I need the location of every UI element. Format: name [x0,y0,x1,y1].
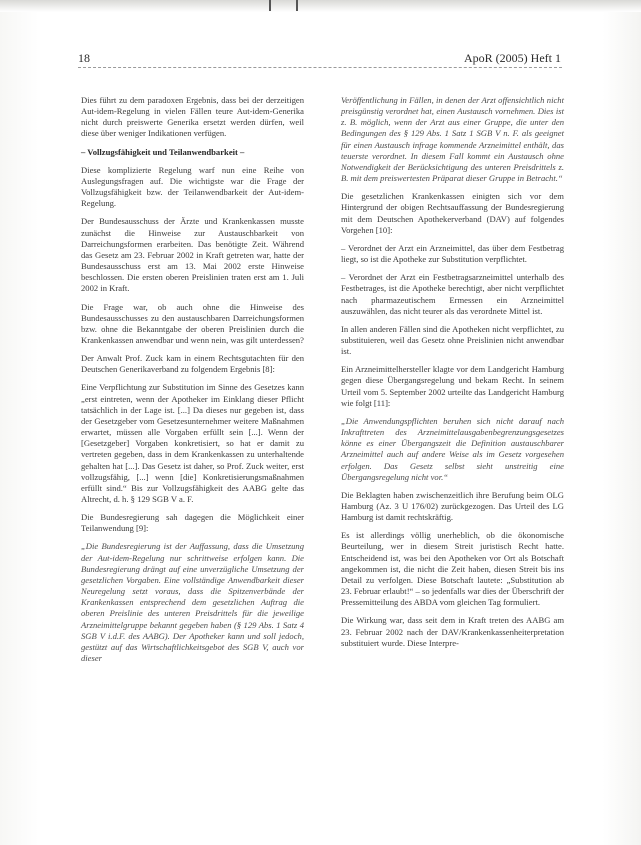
body-paragraph: In allen anderen Fällen sind die Apotheken nicht verpflichtet, zu substituieren, weil das Gesetz ohne Preislinien nicht anwendbar ist. [341,323,564,357]
quoted-paragraph: „Die Anwendungspflichten beruhen sich nicht darauf nach Inkrafttreten des Arzneimittelausgabenbegrenzungsgesetzes könne es einer Übergangszeit die Definition austauschbarer Arzneimittel auch auf andere Weise als im Gesetz vorgesehen erfolgen. Das Gesetz selbst sieht unstreitig eine Übergangsregelung nicht vor.“ [341,415,564,482]
right-column [341,95,564,656]
body-paragraph: Die Bundesregierung sah dagegen die Möglichkeit einer Teilanwendung [9]: [81,512,304,534]
body-paragraph: Diese komplizierte Regelung warf nun eine Reihe von Auslegungsfragen auf. Die wichtigste war die Frage der Vollzugsfähigkeit bzw. der Teilanwendbarkeit der Aut-idem-Regelung. [81,164,304,209]
body-paragraph: Eine Verpflichtung zur Substitution im Sinne des Gesetzes kann „erst eintreten, wenn der Apotheker im Einklang dieser Pflicht tatsächlich in der Lage ist. [...] Da dieses nur gegeben ist, dass der Gesetzgeber vom Gesetzesunternehmer weitere Maßnahmen erwartet, müssen alle Vorgaben erfüllt sein [...]. Wenn der [Gesetzgeber] Vorgaben konkretisiert, so hat er damit zu vertreten gegeben, dass in dem Krankenkassen zu unterhaltende gehalten hat [...]. Das Gesetz ist daher, so Prof. Zuck weiter, erst vollzugsfähig, [...] wenn [die] Konkretisierungsmaßnahmen erfüllt sind.“ Bis zur Vollzugsfähigkeit des AABG gelte das Altrecht, d. h. § 129 SGB V a. F. [81,382,304,504]
body-paragraph: Der Anwalt Prof. Zuck kam in einem Rechtsgutachten für den Deutschen Generikaverband zu folgendem Ergebnis [8]: [81,353,304,375]
body-paragraph: Die Frage war, ob auch ohne die Hinweise des Bundesausschusses zu den austauschbaren Darreichungsformen bzw. ohne die Bekanntgabe der oberen Preislinien durch die Krankenkassen anwendbar und wenn nein, was gilt unterdessen? [81,301,304,345]
journal-reference: ApoR (2005) Heft 1 [464,51,561,65]
body-paragraph: Die gesetzlichen Krankenkassen einigten sich vor dem Hintergrund der obigen Rechtsauffassung der Bundesregierung mit dem Deutschen Apothekerverband (DAV) auf folgendes Vorgehen [10]: [341,191,564,235]
body-paragraph: Ein Arzneimittelhersteller klagte vor dem Landgericht Hamburg gegen diese Übergangsregelung und bekam Recht. In seinem Urteil vom 5. September 2002 urteilte das Landgericht Hamburg wie folgt [11]: [341,364,564,408]
body-paragraph: Die Beklagten haben zwischenzeitlich ihre Berufung beim OLG Hamburg (Az. 3 U 176/02) zurückgezogen. Das Urteil des LG Hamburg ist damit rechtskräftig. [341,489,564,523]
body-paragraph: – Verordnet der Arzt ein Arzneimittel, das über dem Festbetrag liegt, so ist die Apotheke zur Substitution verpflichtet. [341,242,564,265]
quoted-paragraph: Veröffentlichung in Fällen, in denen der Arzt offensichtlich nicht preisgünstig verordnet hat, einen Austausch vornehmen. Dies ist z. B. möglich, wenn der Arzt aus einer Gruppe, die unter den Bedingungen des § 129 Abs. 1 Satz 1 SGB V n. F. als geeignet für einen Austausch infrage kommende Arzneimittel enthält, das teuerste verordnet. In diesem Fall kommt ein Austausch ohne Notwendigkeit der Berücksichtigung des unteren Preisdrittels z. B. mit dem preiswertesten Präparat dieser Gruppe in Betracht.“ [341,95,564,184]
body-paragraph: Der Bundesausschuss der Ärzte und Krankenkassen musste zunächst die Hinweise zur Austauschbarkeit von Darreichungsformen erarbeiten. Das benötigte Zeit. Während das Gesetz am 23. Februar 2002 in Kraft getreten war, hatte der Bundesausschuss erst am 13. Mai 2002 erste Hinweise beschlossen. Die ersten oberen Preislinien traten erst am 1. Juli 2002 in Kraft. [81,216,304,294]
quoted-paragraph: „Die Bundesregierung ist der Auffassung, dass die Umsetzung der Aut-idem-Regelung nur schrittweise erfolgen kann. Die Bundesregierung drängt auf eine unverzügliche Umsetzung der gesetzlichen Vorgaben. Eine vollständige Anwendbarkeit dieser Neuregelung setzt voraus, dass die Spitzenverbände der Krankenkassen entsprechend dem gesetzlichen Auftrag die oberen Preislinie des unteren Preisdrittels für die jeweilige Arzneimittelgruppe bekannt gegeben haben (§ 129 Abs. 1 Satz 4 SGB V i.d.F. des AABG). Der Apotheker kann und soll jedoch, gestützt auf das Wirtschaftlichkeitsgebot des SGB V, auch vor dieser [81,541,304,664]
scan-top-edge [0,0,641,12]
body-paragraph: – Verordnet der Arzt ein Festbetragsarzneimittel unterhalb des Festbetrages, ist die Apotheke berechtigt, aber nicht verpflichtet nach pharmazeutischem Ermessen ein Arzneimittel auszuwählen, das nicht teurer als das verordnete Mittel ist. [341,272,564,316]
header-rule [78,67,562,68]
left-column [81,95,304,671]
body-paragraph: Die Wirkung war, dass seit dem in Kraft treten des AABG am 23. Februar 2002 nach der DAV/Krankenkassenheiterpretation substituiert wurde. Diese Interpre- [341,615,564,648]
body-paragraph: Es ist allerdings völlig unerheblich, ob die ökonomische Beurteilung, wer in diesem Streit juristisch Recht hatte. Entscheidend ist, was bei den Apotheken vor Ort als Botschaft angekommen ist, die nicht die Zeit haben, diesen Streit bis ins Detail zu verfolgen. Diese Botschaft lautete: „Substitution ab 23. Februar erlaubt!“ – so jedenfalls war dies der Überschrift der Pressemitteilung des ABDA vom gleichen Tag formuliert. [341,530,564,608]
binding-mark [269,0,271,11]
section-heading: – Vollzugsfähigkeit und Teilanwendbarkeit – [81,146,245,157]
body-paragraph: Dies führt zu dem paradoxen Ergebnis, dass bei der derzeitigen Aut-idem-Regelung in vielen Fällen teure Aut-idem-Generika nicht durch preiswerte Generika ersetzt werden dürfen, weil diese über weniger Indikationen verfügen. [81,95,304,139]
binding-mark [296,0,298,11]
page-number: 18 [78,51,90,65]
